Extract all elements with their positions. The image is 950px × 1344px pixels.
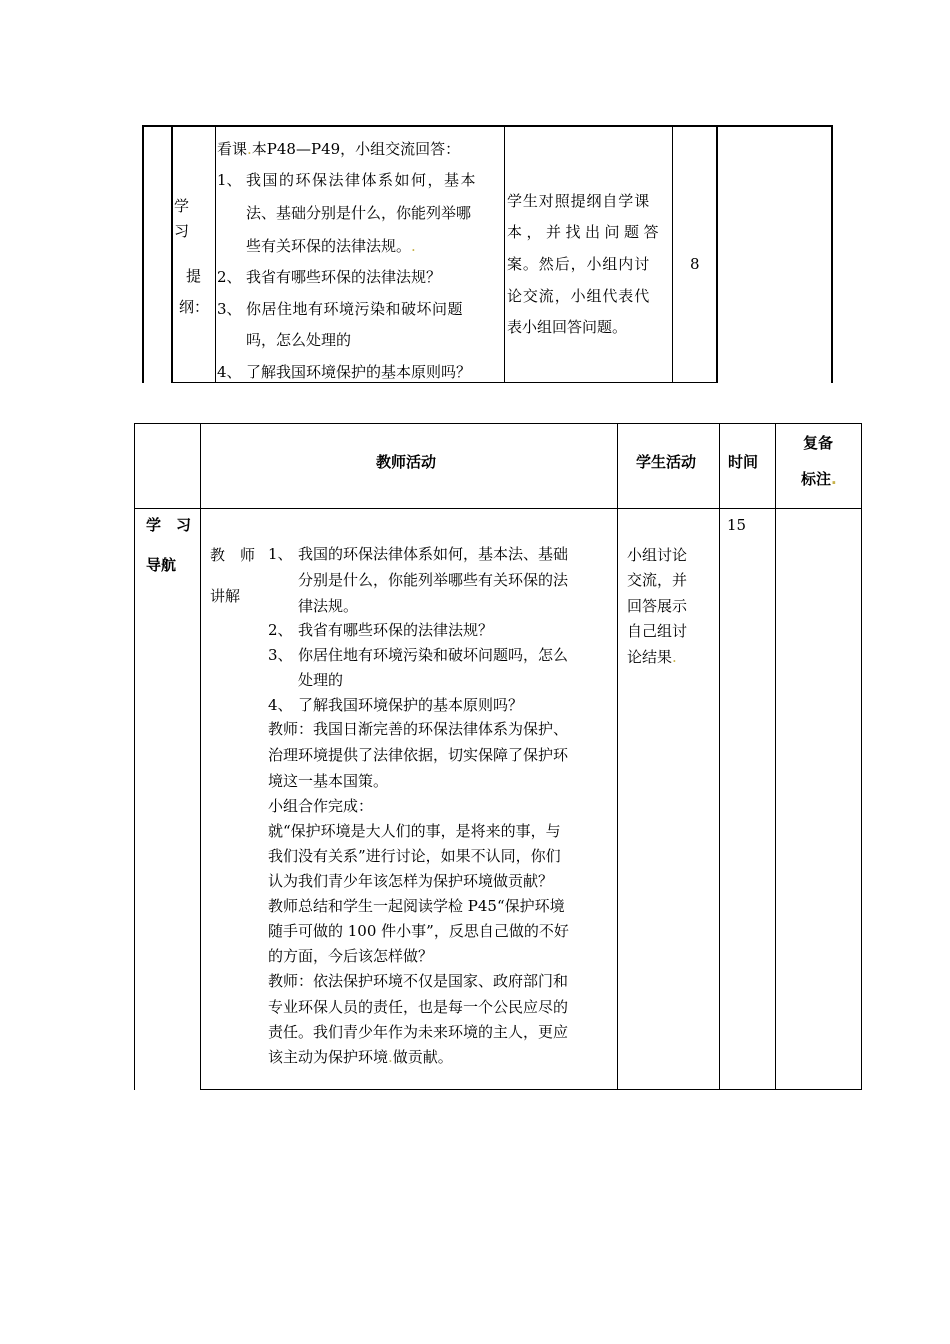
outline-q3-line: 吗，怎么处理的 — [246, 331, 352, 349]
row-label-line: 导航 — [146, 556, 177, 574]
teacher-text-line: 的方面，今后该怎样做？ — [268, 947, 434, 965]
teacher-text-line: 教师：我国日渐完善的环保法律体系为保护、 — [268, 720, 569, 738]
table1-col-divider — [171, 125, 173, 383]
table2-header-divider — [134, 508, 862, 509]
table1-right-border — [831, 125, 833, 383]
item-1-line: 我国的环保法律体系如何，基本法、基础 — [298, 545, 569, 563]
table2-col-divider — [775, 423, 776, 1089]
row-time: 15 — [727, 516, 747, 534]
header-note-line: 复备 — [803, 434, 834, 452]
outline-q3-line: 你居住地有环境污染和破坏问题 — [246, 300, 464, 318]
student-activity-line: 回答展示 — [627, 597, 688, 615]
outline-time: 8 — [690, 255, 700, 273]
item-3-number: 3、 — [268, 646, 293, 664]
teacher-text-line: 该主动为保护环境.做贡献。 — [268, 1048, 453, 1066]
table2-right-border — [861, 423, 862, 1089]
header-time: 时间 — [728, 453, 759, 471]
outline-student-line: 论交流，小组代表代 — [507, 287, 651, 305]
outline-q1-line: 些有关环保的法律法规。. — [246, 237, 416, 255]
teacher-text-line: 专业环保人员的责任，也是每一个公民应尽的 — [268, 998, 569, 1016]
outline-q1-line: 法、基础分别是什么，你能列举哪 — [246, 204, 472, 222]
outline-label-line: 纲： — [179, 298, 210, 316]
item-1-number: 1、 — [268, 545, 293, 563]
outline-q4-line: 了解我国环境保护的基本原则吗？ — [246, 363, 472, 381]
item-3-line: 你居住地有环境污染和破坏问题吗，怎么 — [298, 646, 569, 664]
outline-q3-number: 3、 — [217, 300, 242, 318]
teacher-text-line: 就“保护环境是大人们的事，是将来的事，与 — [268, 822, 561, 840]
student-activity-line: 小组讨论 — [627, 546, 688, 564]
teacher-text-line: 责任。我们青少年作为未来环境的主人，更应 — [268, 1023, 569, 1041]
teacher-tag-line: 教 师 — [210, 546, 256, 564]
outline-label-line: 提 — [186, 267, 202, 285]
teacher-tag-line: 讲解 — [210, 587, 241, 605]
outline-q2-line: 我省有哪些环保的法律法规？ — [246, 268, 442, 286]
teacher-text-line: 教师总结和学生一起阅读学检 P45“保护环境 — [268, 897, 565, 915]
table2-col-divider — [719, 423, 720, 1089]
table2-col-divider — [617, 423, 618, 1089]
table1-col-divider — [716, 125, 718, 383]
table1-col-divider — [215, 125, 216, 383]
item-4-line: 了解我国环境保护的基本原则吗？ — [298, 696, 524, 714]
row-label-line: 学 习 — [146, 516, 192, 534]
teacher-text-line: 小组合作完成： — [268, 797, 374, 815]
table1-col-divider — [672, 125, 673, 383]
table2-col-divider — [200, 423, 201, 1089]
header-teacher-activity: 教师活动 — [376, 453, 437, 471]
table1-left-border — [142, 125, 144, 383]
item-1-line: 律法规。 — [298, 597, 359, 615]
outline-student-line: 学生对照提纲自学课 — [507, 192, 651, 210]
item-2-line: 我省有哪些环保的法律法规？ — [298, 621, 494, 639]
item-4-number: 4、 — [268, 696, 293, 714]
outline-q4-number: 4、 — [217, 363, 242, 381]
header-student-activity: 学生活动 — [636, 453, 697, 471]
outline-q1-line: 我国的环保法律体系如何，基本 — [246, 171, 478, 189]
student-activity-line: 论结果. — [627, 648, 677, 666]
student-activity-line: 自己组讨 — [627, 622, 688, 640]
item-1-line: 分别是什么，你能列举哪些有关环保的法 — [298, 571, 569, 589]
teacher-text-line: 认为我们青少年该怎样为保护环境做贡献？ — [268, 872, 554, 890]
outline-intro: 看课.本P48—P49，小组交流回答： — [217, 140, 461, 158]
table2-top-border — [134, 423, 862, 424]
item-3-line: 处理的 — [298, 671, 344, 689]
teacher-text-line: 治理环境提供了法律依据，切实保障了保护环 — [268, 746, 569, 764]
outline-label-line: 习 — [174, 222, 190, 240]
table1-bottom-border — [171, 382, 718, 383]
table1-col-divider — [504, 125, 505, 383]
teacher-text-line: 随手可做的 100 件小事”，反思自己做的不好 — [268, 922, 569, 940]
teacher-text-line: 境这一基本国策。 — [268, 772, 389, 790]
outline-student-line: 本，并找出问题答 — [507, 223, 664, 241]
outline-q1-number: 1、 — [217, 171, 242, 189]
table1-top-border — [142, 125, 833, 127]
outline-q2-number: 2、 — [217, 268, 242, 286]
outline-student-line: 表小组回答问题。 — [507, 318, 628, 336]
table2-bottom-border — [200, 1089, 862, 1090]
outline-student-line: 案。然后，小组内讨 — [507, 255, 651, 273]
header-note-line: 标注. — [801, 470, 837, 488]
teacher-text-line: 教师：依法保护环境不仅是国家、政府部门和 — [268, 972, 569, 990]
student-activity-line: 交流，并 — [627, 571, 688, 589]
teacher-text-line: 我们没有关系”进行讨论，如果不认同，你们 — [268, 847, 561, 865]
outline-label-line: 学 — [174, 197, 190, 215]
table2-left-border — [134, 423, 135, 1090]
item-2-number: 2、 — [268, 621, 293, 639]
